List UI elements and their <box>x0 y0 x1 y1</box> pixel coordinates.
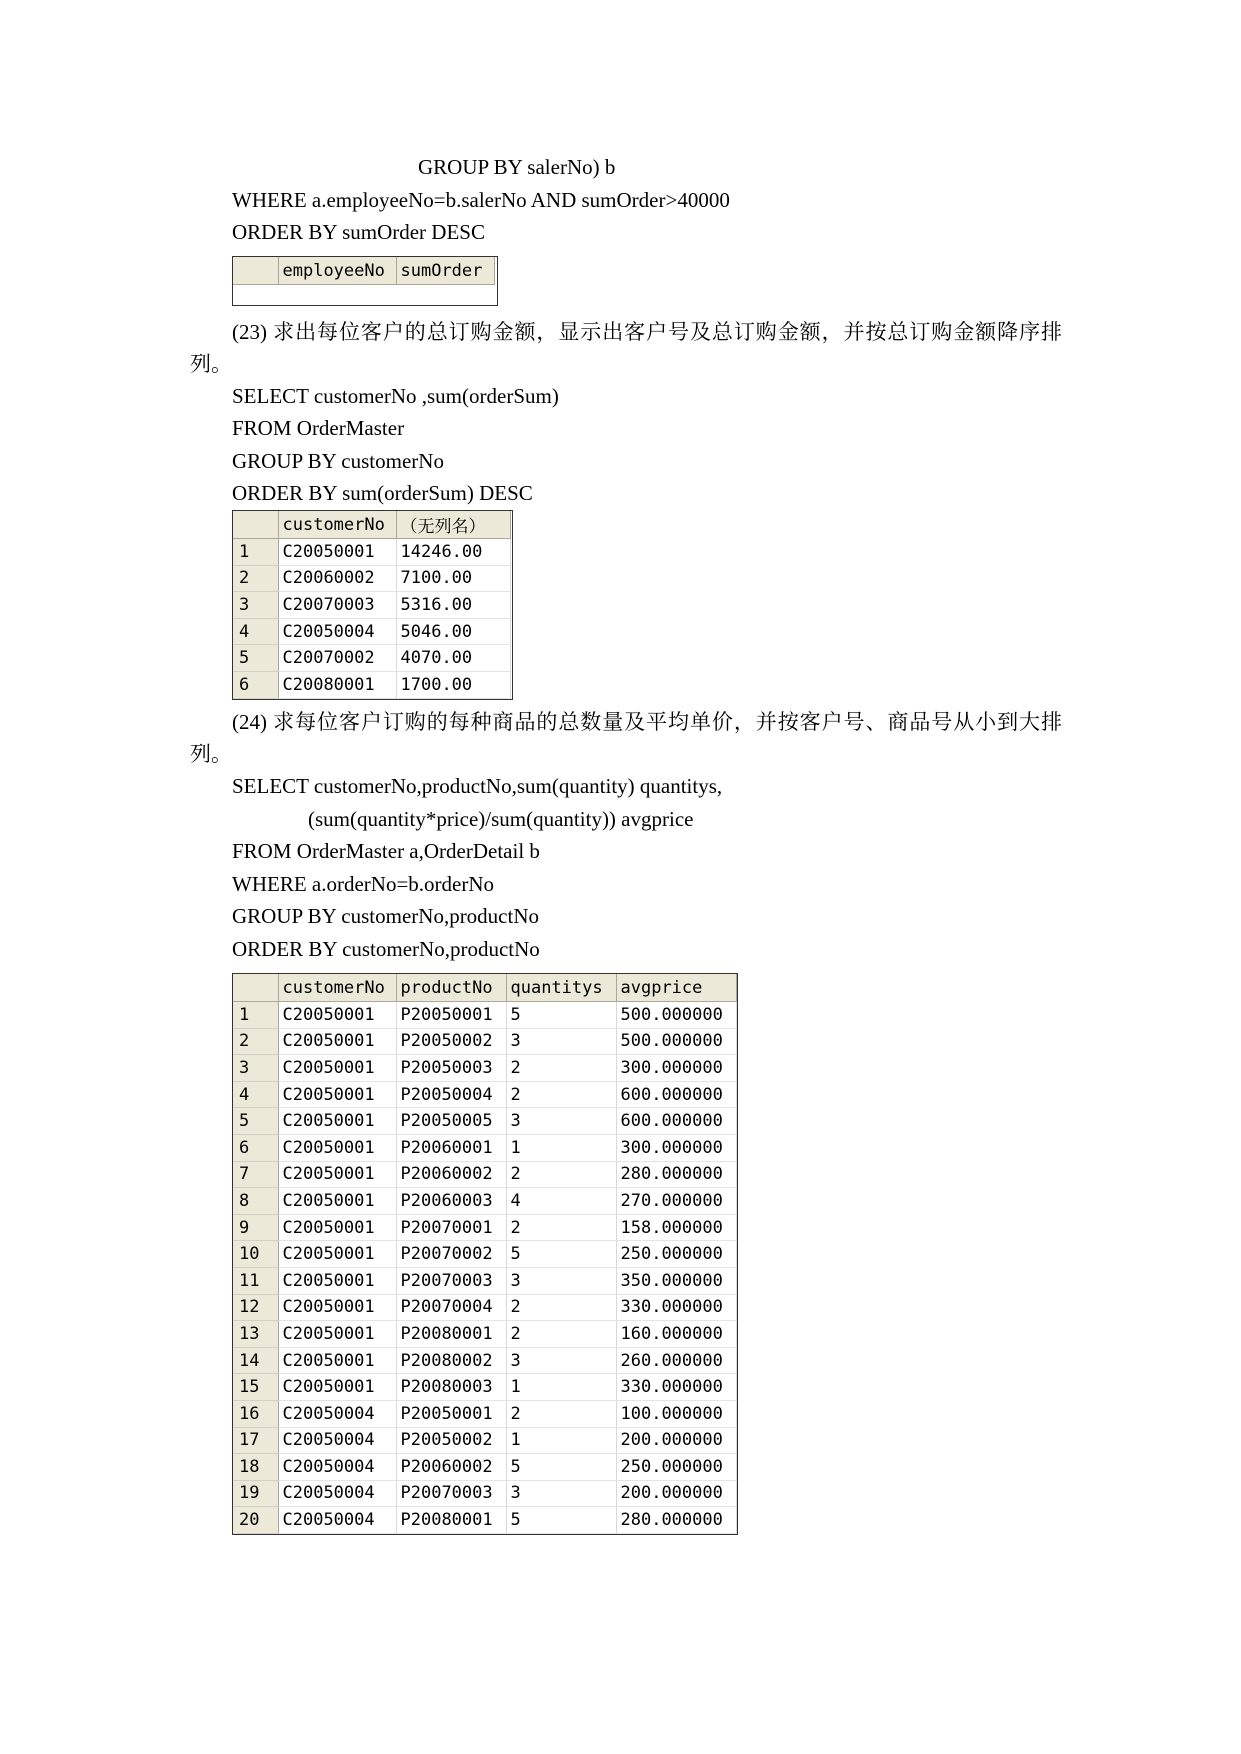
table-cell: C20050004 <box>278 1400 396 1427</box>
table-cell: 330.000000 <box>616 1294 736 1321</box>
table-cell: P20050001 <box>396 1002 506 1029</box>
table-cell: P20080002 <box>396 1347 506 1374</box>
table-row <box>233 539 510 566</box>
table-cell: C20050001 <box>278 1321 396 1348</box>
sql-line: GROUP BY customerNo,productNo <box>232 904 540 928</box>
row-number: 15 <box>233 1374 278 1401</box>
row-number: 11 <box>233 1267 278 1294</box>
table-cell: C20050001 <box>278 1161 396 1188</box>
table-cell: P20070003 <box>396 1480 506 1507</box>
table-cell: C20050001 <box>278 1028 396 1055</box>
table-cell: 158.000000 <box>616 1214 736 1241</box>
table-cell: 600.000000 <box>616 1108 736 1135</box>
table-cell: 100.000000 <box>616 1400 736 1427</box>
table-row <box>233 1507 736 1534</box>
table-cell: 5316.00 <box>396 592 510 619</box>
sql-line: SELECT customerNo ,sum(orderSum) <box>232 384 559 408</box>
table-row <box>233 1161 736 1188</box>
question-24 <box>190 706 1062 770</box>
table-cell: C20050001 <box>278 1134 396 1161</box>
row-number: 6 <box>233 1134 278 1161</box>
row-number: 13 <box>233 1321 278 1348</box>
table-row <box>233 1188 736 1215</box>
table-cell: 1 <box>506 1374 616 1401</box>
table-cell: 2 <box>506 1161 616 1188</box>
table-cell: C20050001 <box>278 1108 396 1135</box>
sql-line: ORDER BY sum(orderSum) DESC <box>232 481 533 505</box>
table-cell: 14246.00 <box>396 539 510 566</box>
sql-line: GROUP BY salerNo) b <box>418 155 616 179</box>
table-cell: 600.000000 <box>616 1081 736 1108</box>
sql-line: ORDER BY customerNo,productNo <box>232 937 540 961</box>
table-cell: 3 <box>506 1480 616 1507</box>
row-number: 8 <box>233 1188 278 1215</box>
row-number: 20 <box>233 1507 278 1534</box>
table-cell: 1700.00 <box>396 671 510 698</box>
column-header: quantitys <box>506 974 616 1002</box>
table-cell: C20050001 <box>278 1214 396 1241</box>
table-cell: 2 <box>506 1294 616 1321</box>
table-row <box>233 1267 736 1294</box>
table-cell: C20070003 <box>278 592 396 619</box>
column-header: avgprice <box>616 974 736 1002</box>
sql-line: SELECT customerNo,productNo,sum(quantity) quantitys, <box>232 774 723 798</box>
table-cell: C20050001 <box>278 539 396 566</box>
table-cell: 2 <box>506 1055 616 1082</box>
table-row <box>233 1400 736 1427</box>
table-row <box>233 1002 736 1029</box>
table-cell: P20050002 <box>396 1427 506 1454</box>
row-number: 5 <box>233 645 278 672</box>
row-number: 17 <box>233 1427 278 1454</box>
table-cell: 7100.00 <box>396 565 510 592</box>
row-number: 1 <box>233 1002 278 1029</box>
grid-corner <box>233 257 278 285</box>
table-cell: 160.000000 <box>616 1321 736 1348</box>
table-cell: 5046.00 <box>396 618 510 645</box>
table-cell: C20070002 <box>278 645 396 672</box>
table-cell: 280.000000 <box>616 1507 736 1534</box>
row-number: 16 <box>233 1400 278 1427</box>
table-cell: 350.000000 <box>616 1267 736 1294</box>
column-header: sumOrder <box>396 257 494 285</box>
table-cell: 200.000000 <box>616 1427 736 1454</box>
table-row <box>233 1081 736 1108</box>
row-number: 7 <box>233 1161 278 1188</box>
table-cell: 500.000000 <box>616 1002 736 1029</box>
table-cell: 260.000000 <box>616 1347 736 1374</box>
row-number: 5 <box>233 1108 278 1135</box>
table-cell: P20080001 <box>396 1321 506 1348</box>
sql-line: FROM OrderMaster a,OrderDetail b <box>232 839 540 863</box>
table-row <box>233 618 510 645</box>
table-cell: 2 <box>506 1081 616 1108</box>
sql-line: WHERE a.orderNo=b.orderNo <box>232 872 495 896</box>
sql-line: (sum(quantity*price)/sum(quantity)) avgprice <box>308 807 694 831</box>
table-cell: 3 <box>506 1028 616 1055</box>
table-cell: 280.000000 <box>616 1161 736 1188</box>
table-cell: C20050001 <box>278 1002 396 1029</box>
table-cell: C20080001 <box>278 671 396 698</box>
table-cell: 2 <box>506 1214 616 1241</box>
table-cell: C20050004 <box>278 1480 396 1507</box>
table-row <box>233 1321 736 1348</box>
table-cell: P20070002 <box>396 1241 506 1268</box>
row-number: 12 <box>233 1294 278 1321</box>
table-cell: C20050001 <box>278 1241 396 1268</box>
table-cell: P20080003 <box>396 1374 506 1401</box>
table-cell: C20050001 <box>278 1347 396 1374</box>
table-row <box>233 1241 736 1268</box>
table-cell: P20050005 <box>396 1108 506 1135</box>
table-cell: 5 <box>506 1454 616 1481</box>
row-number: 2 <box>233 1028 278 1055</box>
table-row <box>233 1427 736 1454</box>
table-cell: 1 <box>506 1427 616 1454</box>
table-row <box>233 1347 736 1374</box>
table-cell: C20050001 <box>278 1294 396 1321</box>
table-cell: P20070001 <box>396 1214 506 1241</box>
column-header: employeeNo <box>278 257 396 285</box>
table-cell: 2 <box>506 1321 616 1348</box>
table-row <box>233 1374 736 1401</box>
result-grid-customer-sum <box>232 510 513 700</box>
table-row <box>233 1108 736 1135</box>
row-number: 2 <box>233 565 278 592</box>
table-cell: P20060001 <box>396 1134 506 1161</box>
column-header: customerNo <box>278 974 396 1002</box>
row-number: 4 <box>233 618 278 645</box>
table-cell: 3 <box>506 1347 616 1374</box>
table-row <box>233 592 510 619</box>
table-cell: C20050004 <box>278 1454 396 1481</box>
column-header: customerNo <box>278 511 396 539</box>
row-number: 1 <box>233 539 278 566</box>
table-cell: P20060002 <box>396 1161 506 1188</box>
table-cell: 270.000000 <box>616 1188 736 1215</box>
sql-line: WHERE a.employeeNo=b.salerNo AND sumOrder>40000 <box>232 188 730 212</box>
table-row <box>233 1454 736 1481</box>
table-cell: C20050004 <box>278 1427 396 1454</box>
row-number: 3 <box>233 592 278 619</box>
row-number: 4 <box>233 1081 278 1108</box>
row-number: 6 <box>233 671 278 698</box>
table-cell: P20070004 <box>396 1294 506 1321</box>
grid-corner <box>233 511 278 539</box>
table-cell: 200.000000 <box>616 1480 736 1507</box>
table-cell: P20050003 <box>396 1055 506 1082</box>
table-cell: 2 <box>506 1400 616 1427</box>
table-row <box>233 1480 736 1507</box>
table-cell: C20050001 <box>278 1188 396 1215</box>
table-cell: C20050001 <box>278 1374 396 1401</box>
table-row <box>233 1134 736 1161</box>
sql-line: ORDER BY sumOrder DESC <box>232 220 485 244</box>
table-row <box>233 1055 736 1082</box>
table-row <box>233 1294 736 1321</box>
table-cell: 5 <box>506 1241 616 1268</box>
table-cell: 1 <box>506 1134 616 1161</box>
table-cell: P20060002 <box>396 1454 506 1481</box>
table-cell: C20050001 <box>278 1267 396 1294</box>
table-cell: C20050001 <box>278 1081 396 1108</box>
row-number: 14 <box>233 1347 278 1374</box>
row-number: 10 <box>233 1241 278 1268</box>
table-cell: 300.000000 <box>616 1134 736 1161</box>
result-grid-employee <box>232 256 498 306</box>
table-cell: 3 <box>506 1267 616 1294</box>
table-cell: 4070.00 <box>396 645 510 672</box>
table-cell: 250.000000 <box>616 1454 736 1481</box>
table-cell: P20070003 <box>396 1267 506 1294</box>
table-cell: P20050001 <box>396 1400 506 1427</box>
table-cell: 3 <box>506 1108 616 1135</box>
row-number: 3 <box>233 1055 278 1082</box>
table-row <box>233 645 510 672</box>
table-cell: 4 <box>506 1188 616 1215</box>
question-text: (24) 求每位客户订购的每种商品的总数量及平均单价，并按客户号、商品号从小到大排列。 <box>190 710 1062 766</box>
table-row <box>233 1028 736 1055</box>
table-cell: 5 <box>506 1002 616 1029</box>
table-cell: 250.000000 <box>616 1241 736 1268</box>
table-cell: P20080001 <box>396 1507 506 1534</box>
row-number: 18 <box>233 1454 278 1481</box>
table-cell: 330.000000 <box>616 1374 736 1401</box>
table-cell: P20050004 <box>396 1081 506 1108</box>
column-header: productNo <box>396 974 506 1002</box>
question-23 <box>190 316 1062 380</box>
question-text: (23) 求出每位客户的总订购金额，显示出客户号及总订购金额，并按总订购金额降序排列。 <box>190 320 1062 376</box>
sql-line: GROUP BY customerNo <box>232 449 444 473</box>
table-cell: C20050001 <box>278 1055 396 1082</box>
table-row <box>233 565 510 592</box>
table-row <box>233 671 510 698</box>
table-cell: P20060003 <box>396 1188 506 1215</box>
table-row <box>233 1214 736 1241</box>
column-header: （无列名） <box>396 511 510 539</box>
table-cell: C20050004 <box>278 618 396 645</box>
result-grid-customer-product <box>232 973 738 1535</box>
table-cell: C20050004 <box>278 1507 396 1534</box>
row-number: 9 <box>233 1214 278 1241</box>
table-cell: C20060002 <box>278 565 396 592</box>
grid-corner <box>233 974 278 1002</box>
table-cell: 300.000000 <box>616 1055 736 1082</box>
table-cell: P20050002 <box>396 1028 506 1055</box>
row-number: 19 <box>233 1480 278 1507</box>
table-cell: 5 <box>506 1507 616 1534</box>
sql-line: FROM OrderMaster <box>232 416 405 440</box>
table-cell: 500.000000 <box>616 1028 736 1055</box>
